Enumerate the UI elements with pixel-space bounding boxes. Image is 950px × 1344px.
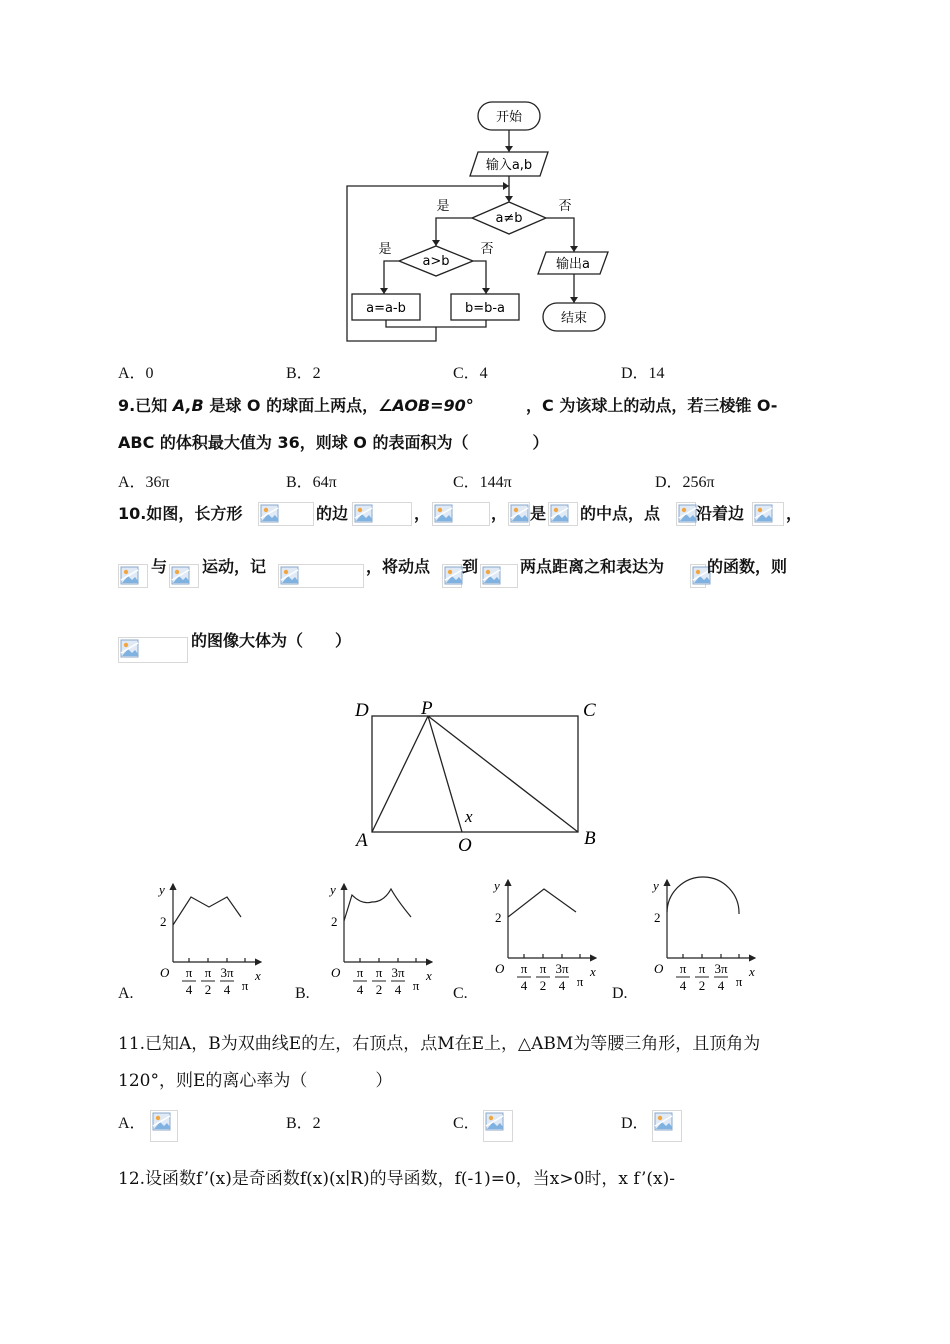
q9-line1 [118,395,474,417]
q10-option-c: C. [453,985,468,1002]
pi-label: π [576,974,584,989]
q9-option-c: C．144π [453,474,512,491]
label-O: O [458,835,472,855]
tick-denominator: 4 [394,982,402,997]
label-B: B [584,828,596,849]
label-x: x [465,807,473,826]
q9-text-b: 是球 O 的球面上两点， [203,396,379,415]
rectangle-figure [350,695,610,855]
pi-label: π [412,978,420,993]
broken-image-icon [278,564,364,588]
broken-image-icon [690,564,706,588]
origin-label: O [495,961,505,976]
broken-image-icon [118,637,188,663]
tick-numerator: π [520,961,528,976]
q10-text-4: ， [491,504,508,523]
broken-image-icon [118,564,148,588]
label-P: P [421,698,433,719]
flowchart [340,95,620,345]
q10-option-d: D. [612,985,628,1002]
tick-numerator: π [375,965,383,980]
q9-ab: A,B [172,396,204,415]
broken-image-icon [442,564,462,588]
flow-assign1-label: a=a-b [366,301,406,316]
q11-line2: 120°，则E的离心率为（ ） [118,1071,393,1091]
tick-numerator: π [204,965,212,980]
tick-numerator: 3π [391,965,405,980]
q11-line1: 11.已知A，B为双曲线E的左，右顶点，点M在E上，△ABM为等腰三角形，且顶角为 [118,1034,761,1054]
q10-text-5: 是 [530,504,547,523]
graph-curve [508,889,576,917]
broken-image-icon [548,502,578,526]
tick-denominator: 4 [558,978,566,993]
q10-option-b: B. [295,985,310,1002]
q9-line1-end: ，C 为该球上的动点，若三棱锥 O- [526,396,778,415]
flow-output-label: 输出a [556,257,590,272]
q8-option-a: A．0 [118,365,154,382]
tick-denominator: 4 [356,982,364,997]
tick-denominator: 2 [375,982,383,997]
q9-prefix: 9.已知 [118,396,173,415]
q10-text-11: ，将动点 [366,557,431,576]
q10-option-a: A. [118,985,134,1002]
origin-label: O [654,961,664,976]
q8-option-c: C．4 [453,365,488,382]
flow-end-label: 结束 [560,311,588,326]
q10-text-3: ， [414,504,431,523]
origin-label: O [160,965,170,980]
broken-image-icon [150,1110,178,1142]
y-label: y [653,878,659,893]
broken-image-icon [432,502,490,526]
x-label: x [426,968,432,983]
q8-option-d: D．14 [621,365,665,382]
tick-numerator: π [679,961,687,976]
label-D: D [355,700,369,721]
x-label: x [749,964,755,979]
q10-text-12: 到 [462,557,479,576]
tick-denominator: 4 [717,978,725,993]
q11-option-d: D． [621,1115,649,1132]
y-label: y [494,878,500,893]
q10-text-15: 的图像大体为（ ） [191,631,352,650]
q10-text-13: 两点距离之和表达为 [520,557,665,576]
graph-curve [667,877,739,914]
flow-cond1-label: a≠b [495,211,523,226]
tick-denominator: 4 [520,978,528,993]
broken-image-icon [652,1110,682,1142]
two-label: 2 [654,910,661,925]
y-label: y [330,882,336,897]
flow-yes1-label: 是 [436,199,450,214]
broken-image-icon [258,502,314,526]
broken-image-icon [508,502,530,526]
tick-denominator: 2 [539,978,547,993]
x-label: x [255,968,261,983]
q10-text-8: ， [786,504,803,523]
q10-text-2: 的边 [316,504,349,523]
broken-image-icon [480,564,518,588]
pi-label: π [241,978,249,993]
q10-text-1: 10.如图，长方形 [118,504,243,523]
broken-image-icon [483,1110,513,1142]
tick-denominator: 2 [204,982,212,997]
tick-numerator: 3π [220,965,234,980]
x-label: x [590,964,596,979]
tick-numerator: π [698,961,706,976]
graph-curve [173,897,241,925]
q10-text-9: 与 [151,557,168,576]
graph-curve [344,889,411,921]
q9-option-a: A．36π [118,474,170,491]
q9-angle: ∠AOB=90° [378,396,474,415]
q10-text-14: 的函数，则 [707,557,788,576]
tick-numerator: π [185,965,193,980]
two-label: 2 [160,914,167,929]
tick-denominator: 4 [223,982,231,997]
q9-line2: ABC 的体积最大值为 36，则球 O 的表面积为（ ） [118,433,549,452]
q11-option-b: B．2 [286,1115,321,1132]
y-label: y [159,882,165,897]
flow-assign2-label: b=b-a [464,301,506,316]
q10-text-10: 运动，记 [202,557,267,576]
tick-numerator: π [539,961,547,976]
tick-numerator: π [356,965,364,980]
broken-image-icon [169,564,199,588]
q9-option-b: B．64π [286,474,337,491]
tick-denominator: 2 [698,978,706,993]
tick-numerator: 3π [714,961,728,976]
tick-denominator: 4 [185,982,193,997]
label-A: A [356,830,368,851]
broken-image-icon [676,502,696,526]
q10-text-6: 的中点，点 [580,504,661,523]
q11-option-a: A． [118,1115,146,1132]
flow-start-label: 开始 [495,110,523,125]
q10-text-7: 沿着边 [696,504,745,523]
tick-numerator: 3π [555,961,569,976]
q9-option-d: D．256π [655,474,715,491]
q11-option-c: C． [453,1115,480,1132]
flow-no1-label: 否 [558,199,572,214]
flow-cond2-label: a>b [422,254,450,269]
tick-denominator: 4 [679,978,687,993]
pi-label: π [735,974,743,989]
flow-input-label: 输入a,b [485,158,533,173]
label-C: C [583,700,596,721]
flow-no2-label: 否 [480,242,494,257]
origin-label: O [331,965,341,980]
broken-image-icon [352,502,412,526]
two-label: 2 [331,914,338,929]
q8-option-b: B．2 [286,365,321,382]
q12-line1: 12.设函数f’(x)是奇函数f(x)(x∣R)的导函数，f(-1)=0，当x>0时，x f’(x)- [118,1169,675,1189]
two-label: 2 [495,910,502,925]
flow-yes2-label: 是 [378,242,392,257]
broken-image-icon [752,502,784,526]
